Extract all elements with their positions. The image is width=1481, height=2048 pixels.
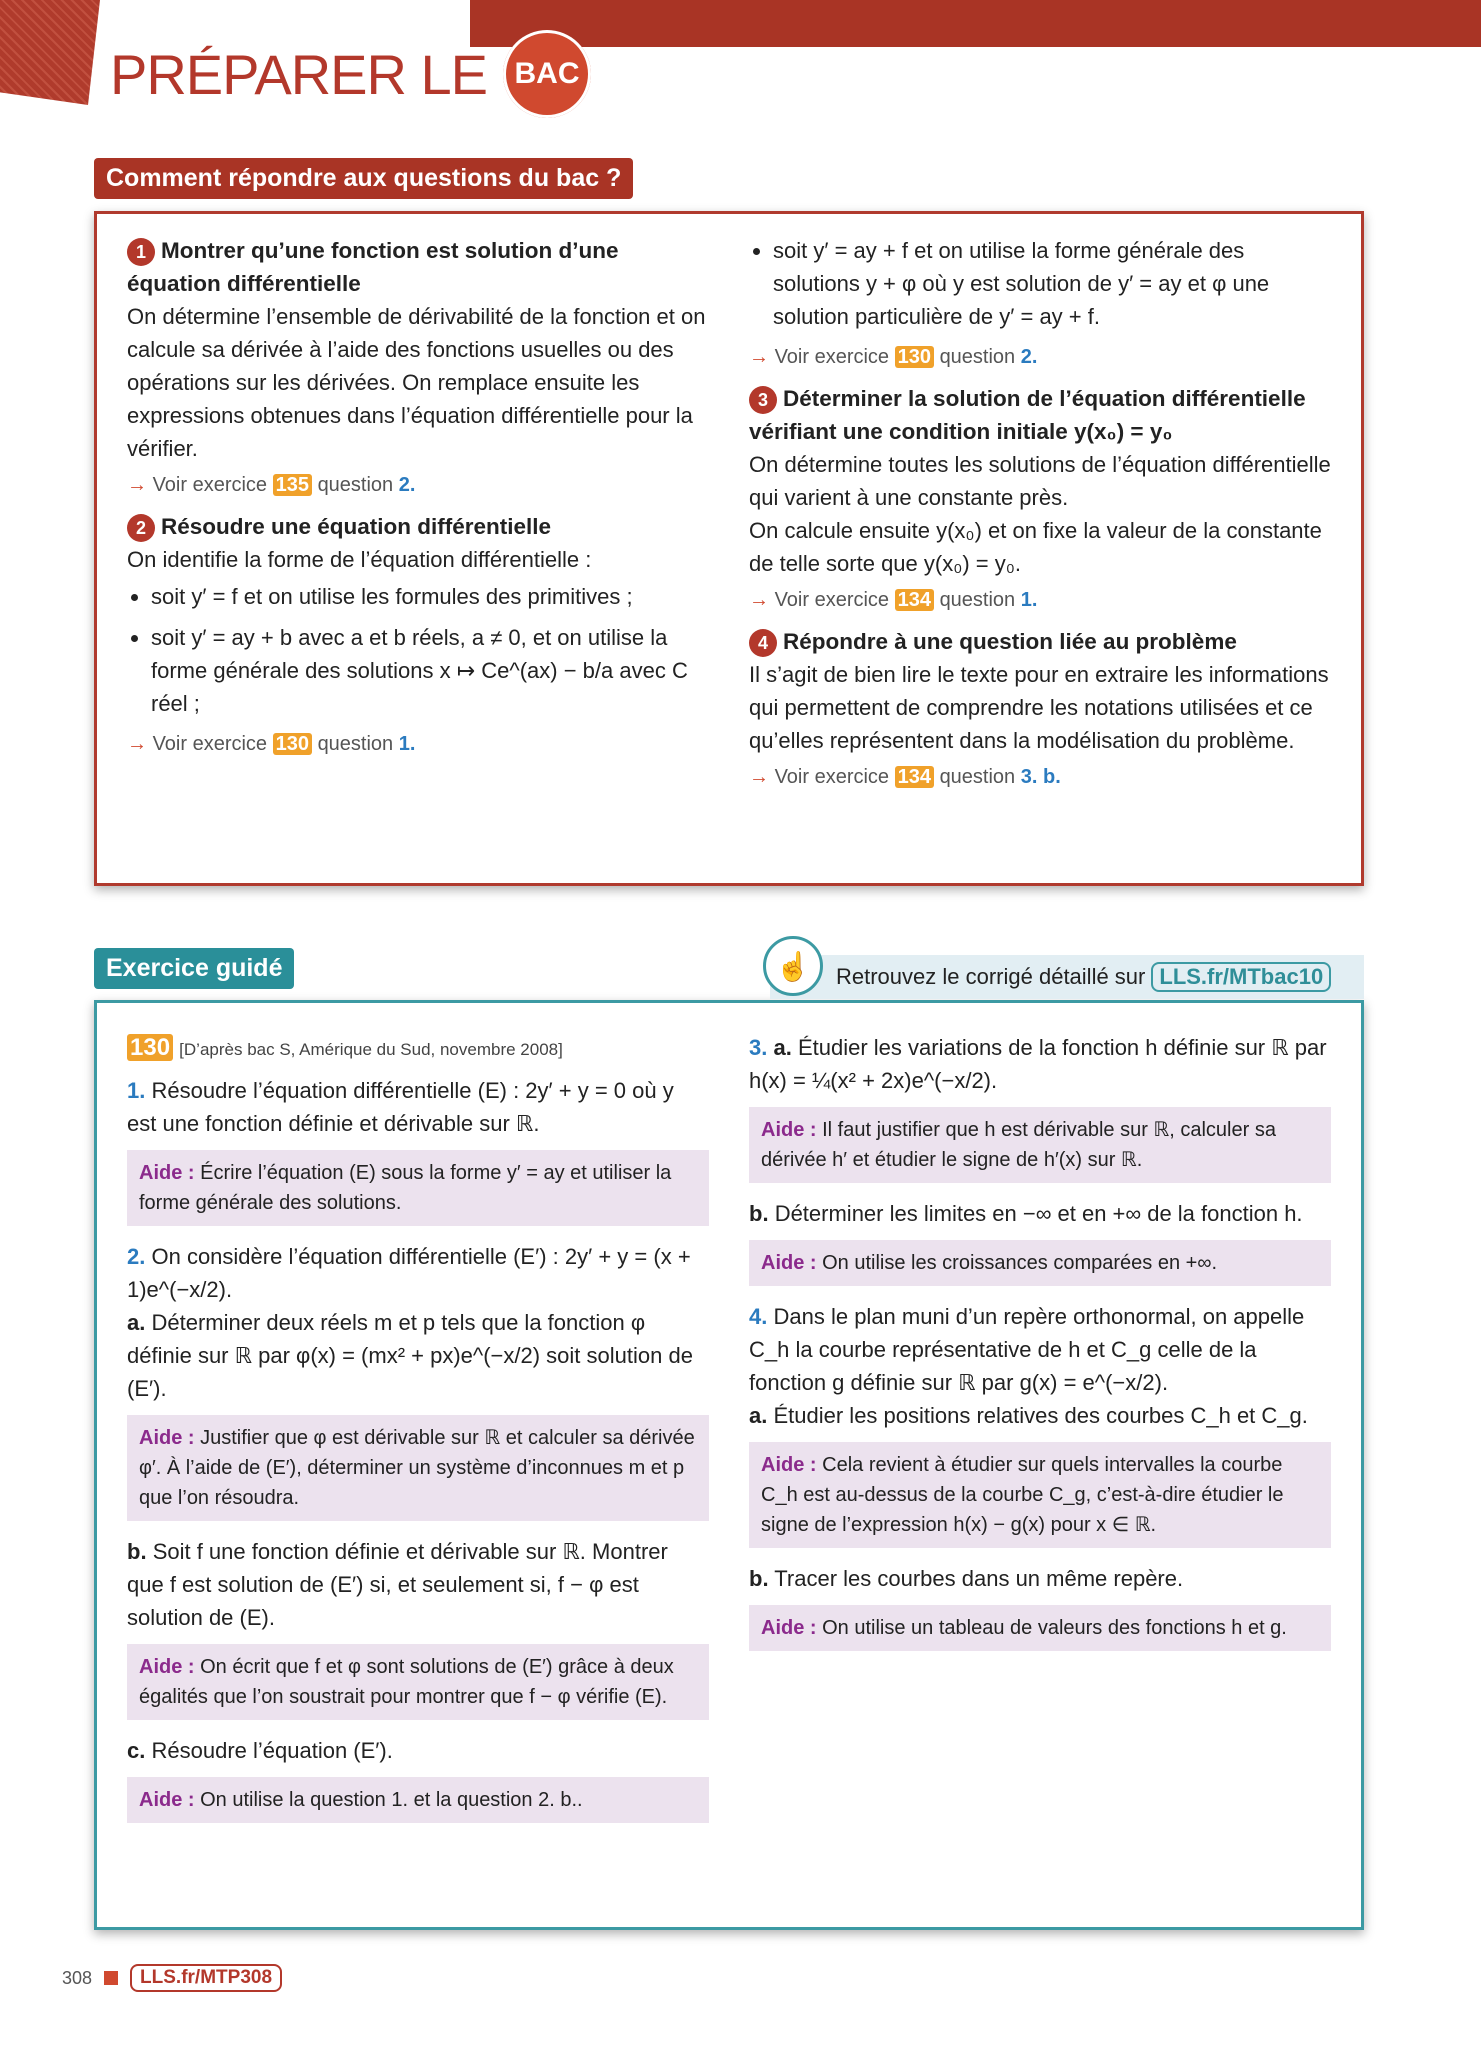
hint-label: Aide : [139,1656,195,1678]
hint-box [127,1777,709,1823]
hint-text: On utilise un tableau de valeurs des fonctions h et g. [822,1617,1287,1639]
question-4a [749,1399,1331,1432]
question-label: question [939,346,1016,368]
sub-question-letter: b. [127,1539,147,1564]
hint-label: Aide : [761,1252,817,1274]
arrow-icon: → [127,474,153,496]
hint-label: Aide : [761,1119,817,1141]
method-3-heading [749,382,1331,448]
method-title: Répondre à une question liée au problème [783,629,1237,654]
hint-box [127,1415,709,1521]
footer-link[interactable]: LLS.fr/MTP308 [130,1964,282,1992]
page-title: PRÉPARER LE [110,42,487,106]
hint-label: Aide : [139,1427,195,1449]
guided-exercise-box [94,1000,1364,1930]
method-4-heading [749,625,1331,658]
hint-text: Justifier que φ est dérivable sur ℝ et calculer sa dérivée φ′. À l’aide de (E′), déterminer un système d’inconnues m et p que l’on résoudra. [139,1427,695,1509]
method-text: On détermine l’ensemble de dérivabilité de la fonction et on calcule sa dérivée à l’aide des fonctions usuelles ou des opérations sur les dérivées. On remplace ensuite les expressions obtenues dans l’équation différentielle pour la vérifier. [127,304,706,461]
see-label: Voir exercice [774,589,890,611]
question-text: Étudier les variations de la fonction h définie sur ℝ par h(x) = ¼(x² + 2x)e^(−x/2). [749,1035,1327,1093]
question-number: 2. [398,474,416,496]
step-number: 3 [749,386,777,414]
sub-question-letter: b. [749,1201,769,1226]
sub-question-letter: a. [773,1035,792,1060]
section-tab-guided-exercise: Exercice guidé [94,948,294,989]
methods-left-column [127,234,709,859]
page-footer [62,1964,1364,1992]
footer-square-icon [104,1971,118,1985]
hint-box [749,1107,1331,1183]
question-2a [127,1306,709,1405]
hint-box [749,1605,1331,1651]
hint-label: Aide : [761,1617,817,1639]
arrow-icon: → [749,766,775,788]
method-text: On identifie la forme de l’équation différentielle : [127,547,592,572]
hint-box [127,1644,709,1720]
question-2c [127,1734,709,1767]
see-exercise-link[interactable] [127,469,709,502]
exercise-source: [D’après bac S, Amérique du Sud, novembre 2008] [179,1040,563,1059]
exercise-badge: 135 [273,474,312,496]
correction-link[interactable]: LLS.fr/MTbac10 [1151,962,1331,992]
sub-question-letter: b. [749,1566,769,1591]
question-text: Tracer les courbes dans un même repère. [774,1566,1184,1591]
exercise-left-column [127,1031,709,1903]
question-number: 3. [749,1035,768,1060]
step-number: 4 [749,629,777,657]
question-3a [749,1031,1331,1097]
question-number: 1. [1020,589,1038,611]
hint-text: Cela revient à étudier sur quels intervalles la courbe C_h est au-dessus de la courbe C_g, c’est-à-dire étudier le signe de l’expression h(x) − g(x) pour x ∈ ℝ. [761,1454,1284,1536]
page-number: 308 [62,1967,93,1988]
question-text: Résoudre l’équation différentielle (E) : 2y′ + y = 0 où y est une fonction définie et dérivable sur ℝ. [127,1078,674,1136]
correction-banner [770,955,1364,999]
hint-text: On utilise la question 1. et la question 2. b.. [200,1789,583,1811]
hint-text: Écrire l’équation (E) sous la forme y′ = ay et utiliser la forme générale des solutions. [139,1162,672,1214]
question-number: 2. [1020,346,1038,368]
question-3b [749,1197,1331,1230]
arrow-icon: → [127,733,153,755]
see-exercise-link[interactable] [127,728,709,761]
sub-question-letter: a. [127,1310,146,1335]
banner-text: Retrouvez le corrigé détaillé sur [836,964,1146,989]
hint-label: Aide : [139,1789,195,1811]
see-label: Voir exercice [152,733,268,755]
exercise-badge: 134 [895,766,934,788]
question-text: Dans le plan muni d’un repère orthonormal, on appelle C_h la courbe représentative de h et C_g celle de la fonction g définie sur ℝ par g(x) = e^(−x/2). [749,1304,1305,1395]
question-text: Déterminer deux réels m et p tels que la fonction φ définie sur ℝ par φ(x) = (mx² + px)e^(−x/2) soit solution de (E′). [127,1310,693,1401]
bullet: • soit y′ = f et on utilise les formules des primitives ; [151,580,709,613]
question-2b [127,1535,709,1634]
see-exercise-link[interactable] [749,761,1331,794]
see-exercise-link[interactable] [749,341,1331,374]
hint-box [749,1240,1331,1286]
question-text: Étudier les positions relatives des courbes C_h et C_g. [773,1403,1308,1428]
hand-click-icon: ☝ [763,936,823,996]
bullet: • soit y′ = ay + b avec a et b réels, a ≠ 0, et on utilise la forme générale des solutions x ↦ Ce^(ax) − b/a avec C réel ; [151,621,709,720]
hint-label: Aide : [139,1162,195,1184]
hint-text: On écrit que f et φ sont solutions de (E′) grâce à deux égalités que l’on soustrait pour montrer que f − φ vérifie (E). [139,1656,674,1708]
method-text: On calcule ensuite y(x₀) et on fixe la valeur de la constante de telle sorte que y(x₀) = y₀. [749,518,1322,576]
exercise-right-column [749,1031,1331,1903]
question-number: 2. [127,1244,146,1269]
exercise-badge: 134 [895,589,934,611]
arrow-icon: → [749,589,775,611]
question-text: Soit f une fonction définie et dérivable sur ℝ. Montrer que f est solution de (E′) si, et seulement si, f − φ est solution de (E). [127,1539,668,1630]
question-number: 3. b. [1020,766,1061,788]
question-number: 1. [127,1078,146,1103]
question-2 [127,1240,709,1306]
exercise-badge: 130 [273,733,312,755]
method-text: On détermine toutes les solutions de l’équation différentielle qui varient à une constante près. [749,452,1331,510]
method-2-heading [127,510,709,543]
hint-text: On utilise les croissances comparées en +∞. [822,1252,1218,1274]
question-label: question [939,589,1016,611]
exercise-badge: 130 [895,346,934,368]
method-bullets [127,580,709,720]
question-label: question [317,474,394,496]
exercise-header [127,1031,709,1066]
method-title: Déterminer la solution de l’équation différentielle vérifiant une condition initiale y(x₀) = y₀ [749,386,1306,444]
methods-box [94,211,1364,886]
sub-question-letter: a. [749,1403,768,1428]
bullet: • soit y′ = ay + f et on utilise la forme générale des solutions y + φ où y est solution de y′ = ay et φ une solution particulière de y′ = ay + f. [773,234,1331,333]
section-tab-methods: Comment répondre aux questions du bac ? [94,158,633,199]
sub-question-letter: c. [127,1738,146,1763]
question-label: question [939,766,1016,788]
method-text: Il s’agit de bien lire le texte pour en extraire les informations qui permettent de comprendre les notations utilisées et ce qu’elles représentent dans la modélisation du problème. [749,662,1329,753]
hint-text: Il faut justifier que h est dérivable sur ℝ, calculer sa dérivée h′ et étudier le signe de h′(x) sur ℝ. [761,1119,1276,1171]
question-text: Résoudre l’équation (E′). [151,1738,393,1763]
hint-box [127,1150,709,1226]
question-4b [749,1562,1331,1595]
method-title: Résoudre une équation différentielle [161,514,552,539]
see-label: Voir exercice [774,766,890,788]
bac-badge: BAC [503,30,591,118]
exercise-number-badge: 130 [127,1034,173,1061]
guided-exercise-header-row [94,948,1364,1000]
question-number: 1. [398,733,416,755]
question-label: question [317,733,394,755]
question-4 [749,1300,1331,1399]
hint-box [749,1442,1331,1548]
hint-label: Aide : [761,1454,817,1476]
methods-right-column [749,234,1331,859]
method-bullets [749,234,1331,333]
step-number: 1 [127,238,155,266]
method-1-heading [127,234,709,300]
question-text: On considère l’équation différentielle (E′) : 2y′ + y = (x + 1)e^(−x/2). [127,1244,691,1302]
question-1 [127,1074,709,1140]
arrow-icon: → [749,346,775,368]
see-label: Voir exercice [152,474,268,496]
method-title: Montrer qu’une fonction est solution d’une équation différentielle [127,238,619,296]
see-exercise-link[interactable] [749,584,1331,617]
step-number: 2 [127,514,155,542]
question-text: Déterminer les limites en −∞ et en +∞ de la fonction h. [774,1201,1303,1226]
see-label: Voir exercice [774,346,890,368]
question-number: 4. [749,1304,768,1329]
